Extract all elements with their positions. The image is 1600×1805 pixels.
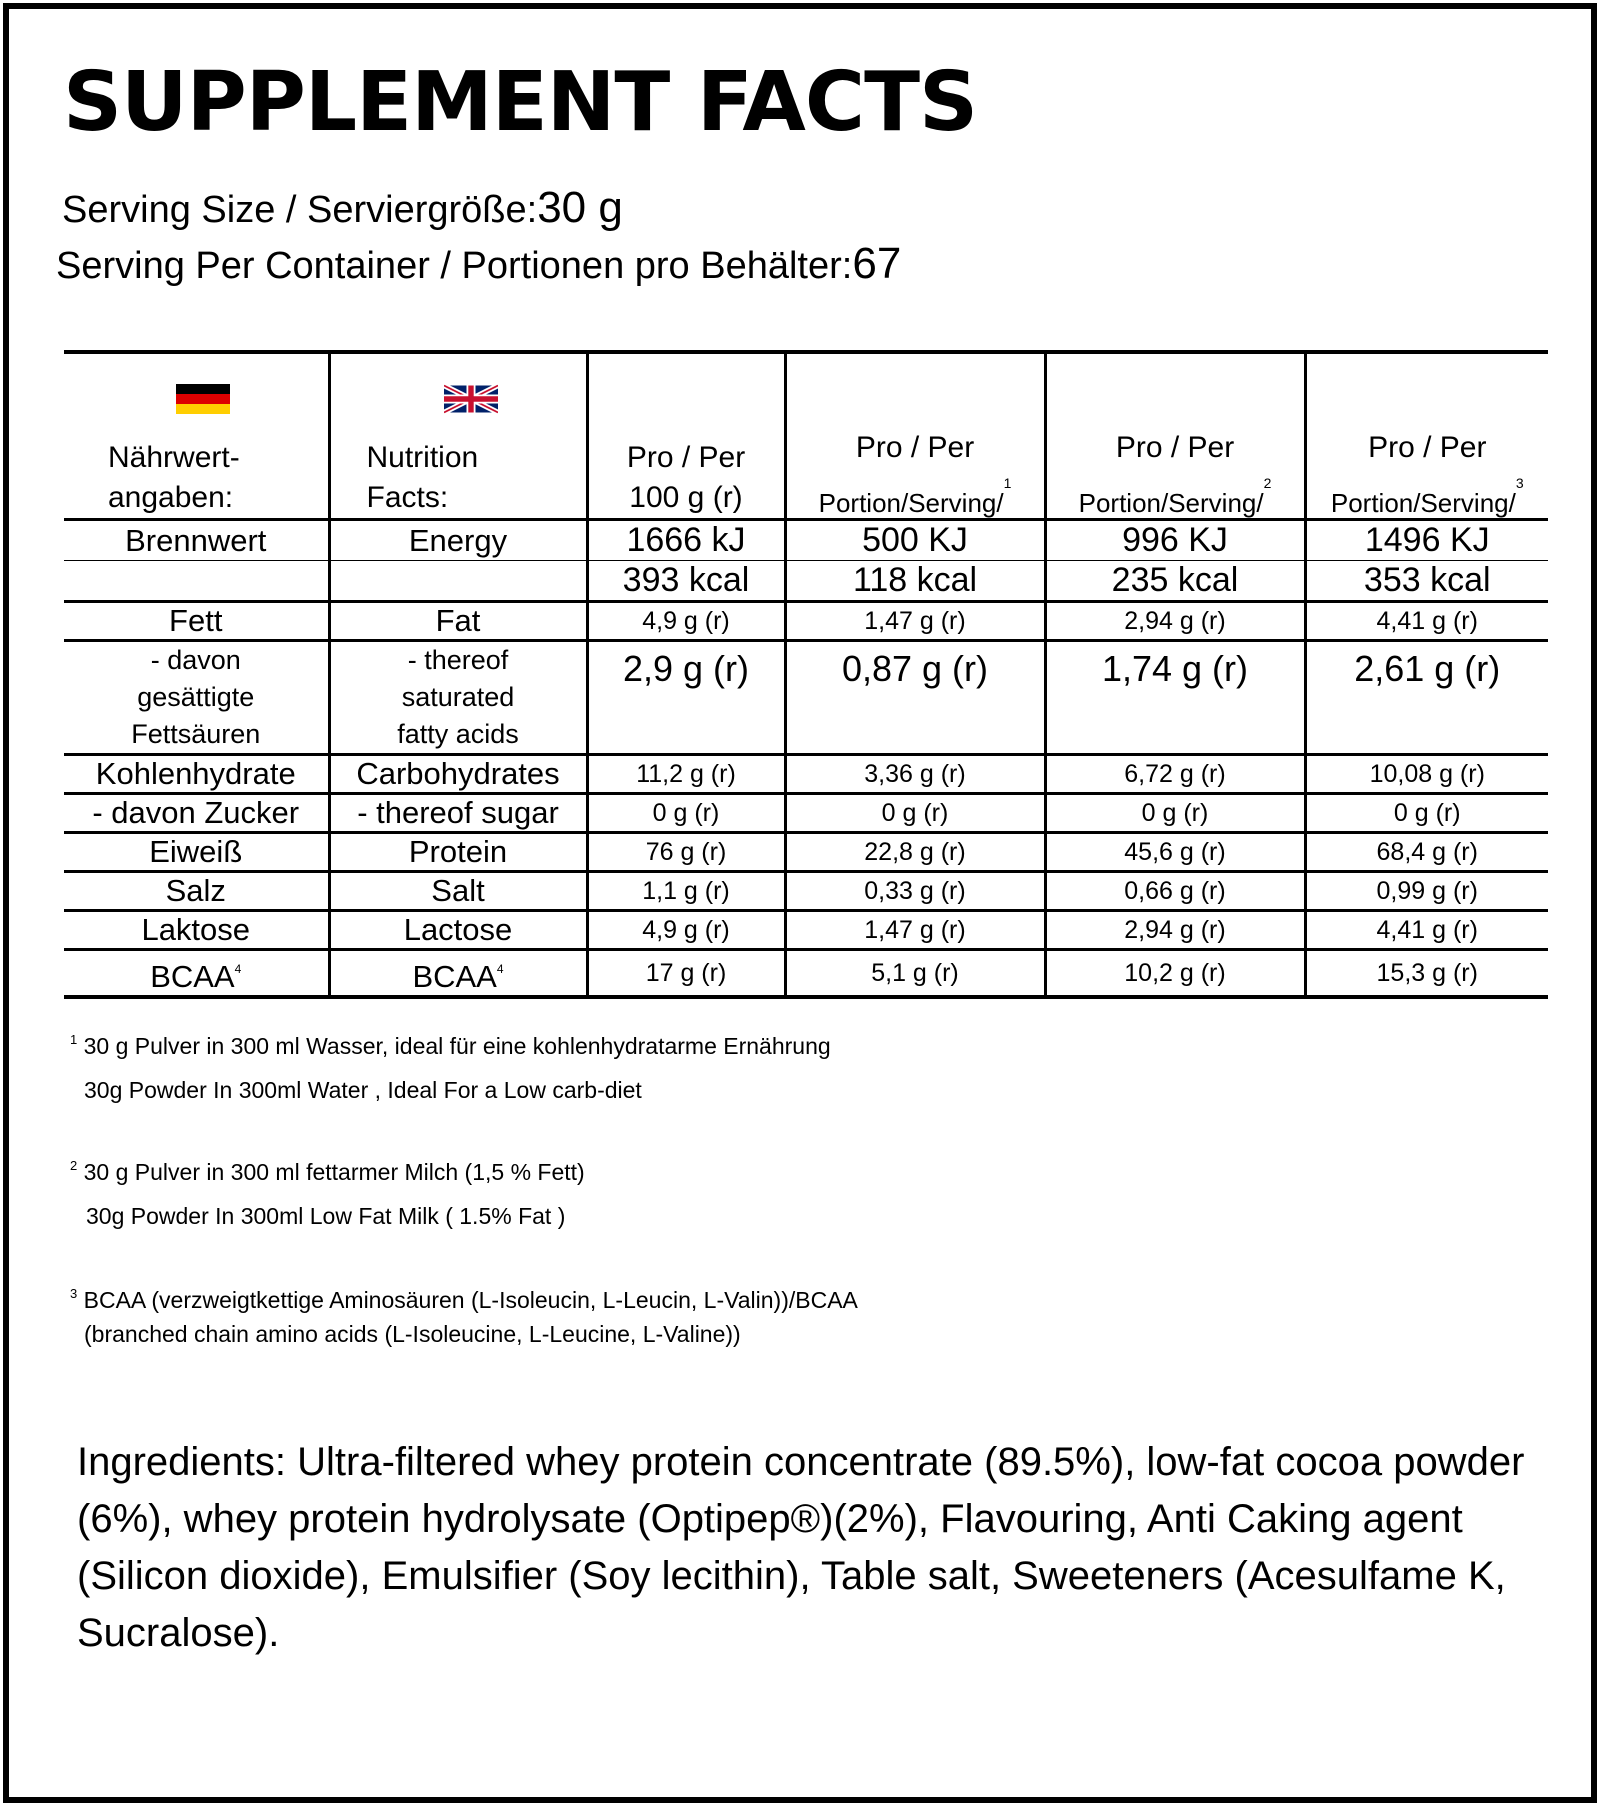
row-label-en (329, 641, 587, 755)
table-row-carbohydrates (64, 755, 1548, 794)
row-label-de: Kohlenhydrate (64, 755, 329, 794)
serving-size-label: Serving Size / Serviergröße: (62, 189, 538, 231)
footnote-2-german-text: 30 g Pulver in 300 ml fettarmer Milch (1,5 % Fett) (83, 1159, 585, 1185)
table-row-salt (64, 872, 1548, 911)
header-per-serving-3-line1: Pro / Per (1368, 431, 1487, 464)
page-title: SUPPLEMENT FACTS (63, 55, 978, 150)
value-serving-3: 15,3 g (r) (1305, 950, 1548, 998)
row-label-en (329, 950, 587, 998)
table-row-saturated-fat (64, 641, 1548, 755)
row-label-en-line2: saturated (401, 682, 515, 712)
value-per-100g: 76 g (r) (587, 833, 785, 872)
value-per-100g: 11,2 g (r) (587, 755, 785, 794)
header-english (329, 352, 587, 520)
table-row-fat (64, 602, 1548, 641)
row-label-de: - davon Zucker (64, 794, 329, 833)
value-serving-3: 1496 KJ (1305, 520, 1548, 561)
value-per-100g: 4,9 g (r) (587, 911, 785, 950)
value-per-100g: 17 g (r) (587, 950, 785, 998)
table-row-sugar (64, 794, 1548, 833)
row-label-de: Brennwert (64, 520, 329, 561)
row-label-de (64, 561, 329, 602)
serving-size-value: 30 g (537, 183, 623, 232)
footnote-2-german (70, 1159, 585, 1184)
header-per-serving-2-line1: Pro / Per (1115, 431, 1235, 464)
row-label-de-line3: Fettsäuren (131, 719, 261, 749)
value-per-100g: 1,1 g (r) (587, 872, 785, 911)
header-german-line1: Nährwert- (108, 441, 240, 474)
value-serving-3: 10,08 g (r) (1305, 755, 1548, 794)
footnote-3-english: (branched chain amino acids (L-Isoleucine, L-Leucine, L-Valine)) (84, 1321, 741, 1347)
header-per-serving-3 (1305, 352, 1548, 520)
footnote-2-number: 2 (70, 1158, 78, 1173)
value-serving-3: 0,99 g (r) (1305, 872, 1548, 911)
row-label-en: Carbohydrates (329, 755, 587, 794)
servings-per-container-label: Serving Per Container / Portionen pro Behälter: (56, 245, 853, 287)
footnote-1-number: 1 (70, 1032, 78, 1047)
value-serving-1: 3,36 g (r) (785, 755, 1045, 794)
footnote-ref-4: 4 (234, 962, 242, 976)
header-per-serving-1-line2: Portion/Serving/ (818, 488, 1004, 518)
value-serving-1: 0 g (r) (785, 794, 1045, 833)
row-label-en: - thereof sugar (329, 794, 587, 833)
table-row-bcaa (64, 950, 1548, 998)
value-serving-2: 2,94 g (r) (1045, 911, 1305, 950)
value-serving-2: 0,66 g (r) (1045, 872, 1305, 911)
footnote-1-english: 30g Powder In 300ml Water , Ideal For a Low carb-diet (84, 1077, 642, 1103)
header-per-100g-line1: Pro / Per (626, 441, 746, 474)
table-header-row (64, 352, 1548, 520)
value-serving-3: 68,4 g (r) (1305, 833, 1548, 872)
value-serving-1: 118 kcal (785, 561, 1045, 602)
value-per-100g: 0 g (r) (587, 794, 785, 833)
serving-size (62, 183, 623, 232)
value-per-100g: 1666 kJ (587, 520, 785, 561)
header-english-line2: Facts: (366, 481, 449, 514)
row-label-en: Salt (329, 872, 587, 911)
value-serving-2: 1,74 g (r) (1045, 641, 1305, 755)
servings-per-container-value: 67 (852, 239, 902, 288)
row-label-de-text: BCAA (150, 959, 235, 994)
footnote-ref-1: 1 (1003, 475, 1012, 491)
germany-flag-icon (176, 384, 230, 414)
value-serving-3: 353 kcal (1305, 561, 1548, 602)
row-label-de: Laktose (64, 911, 329, 950)
row-label-en-text: BCAA (412, 959, 497, 994)
value-serving-1: 1,47 g (r) (785, 911, 1045, 950)
value-serving-2: 0 g (r) (1045, 794, 1305, 833)
header-german (64, 352, 329, 520)
value-serving-2: 235 kcal (1045, 561, 1305, 602)
footnote-2-english: 30g Powder In 300ml Low Fat Milk ( 1.5% Fat ) (86, 1203, 566, 1229)
value-serving-2: 10,2 g (r) (1045, 950, 1305, 998)
header-per-100g (587, 352, 785, 520)
value-serving-1: 0,33 g (r) (785, 872, 1045, 911)
footnote-3-german (70, 1287, 858, 1312)
row-label-de (64, 950, 329, 998)
header-per-serving-2-line2: Portion/Serving/ (1078, 488, 1264, 518)
nutrition-table (64, 350, 1548, 999)
table-row-energy-kcal (64, 561, 1548, 602)
value-serving-2: 2,94 g (r) (1045, 602, 1305, 641)
footnote-1-german (70, 1033, 831, 1058)
row-label-en-line1: - thereof (407, 645, 509, 675)
header-per-serving-1-line1: Pro / Per (855, 431, 975, 464)
header-per-serving-1 (785, 352, 1045, 520)
footnote-1-german-text: 30 g Pulver in 300 ml Wasser, ideal für eine kohlenhydratarme Ernährung (83, 1033, 831, 1059)
footnote-3-german-text: BCAA (verzweigtkettige Aminosäuren (L-Isoleucin, L-Leucin, L-Valin))/BCAA (83, 1287, 858, 1313)
header-english-line1: Nutrition (366, 441, 479, 474)
row-label-en: Fat (329, 602, 587, 641)
value-per-100g: 393 kcal (587, 561, 785, 602)
servings-per-container (56, 239, 902, 288)
row-label-de: Eiweiß (64, 833, 329, 872)
table-row-energy-kj (64, 520, 1548, 561)
value-per-100g: 4,9 g (r) (587, 602, 785, 641)
value-serving-1: 22,8 g (r) (785, 833, 1045, 872)
row-label-de-line1: - davon (150, 645, 241, 675)
row-label-en: Protein (329, 833, 587, 872)
footnote-ref-3: 3 (1515, 475, 1524, 491)
row-label-de (64, 641, 329, 755)
header-german-line2: angaben: (108, 481, 234, 514)
value-per-100g: 2,9 g (r) (587, 641, 785, 755)
uk-flag-icon (444, 384, 498, 414)
value-serving-1: 0,87 g (r) (785, 641, 1045, 755)
value-serving-2: 996 KJ (1045, 520, 1305, 561)
value-serving-3: 2,61 g (r) (1305, 641, 1548, 755)
header-per-serving-3-line2: Portion/Serving/ (1330, 488, 1516, 518)
value-serving-1: 5,1 g (r) (785, 950, 1045, 998)
value-serving-2: 6,72 g (r) (1045, 755, 1305, 794)
header-per-100g-line2: 100 g (r) (629, 481, 743, 514)
table-row-protein (64, 833, 1548, 872)
value-serving-3: 4,41 g (r) (1305, 602, 1548, 641)
value-serving-1: 500 KJ (785, 520, 1045, 561)
footnote-ref-4: 4 (496, 962, 504, 976)
value-serving-2: 45,6 g (r) (1045, 833, 1305, 872)
value-serving-3: 4,41 g (r) (1305, 911, 1548, 950)
row-label-en (329, 561, 587, 602)
row-label-de-line2: gesättigte (137, 682, 255, 712)
row-label-en: Energy (329, 520, 587, 561)
footnote-3-number: 3 (70, 1286, 78, 1301)
ingredients-text: Ingredients: Ultra-filtered whey protein concentrate (89.5%), low-fat cocoa powder (6%), whey protein hydrolysate (Optipep®)(2%), Flavouring, Anti Caking agent (Silicon dioxide), Emulsifier (Soy lecithin), Table salt, Sweeteners (Acesulfame K, Sucralose). (77, 1440, 1525, 1655)
header-per-serving-2 (1045, 352, 1305, 520)
table-row-lactose (64, 911, 1548, 950)
row-label-en: Lactose (329, 911, 587, 950)
row-label-de: Salz (64, 872, 329, 911)
footnote-ref-2: 2 (1263, 475, 1272, 491)
row-label-en-line3: fatty acids (397, 719, 519, 749)
value-serving-3: 0 g (r) (1305, 794, 1548, 833)
row-label-de: Fett (64, 602, 329, 641)
value-serving-1: 1,47 g (r) (785, 602, 1045, 641)
